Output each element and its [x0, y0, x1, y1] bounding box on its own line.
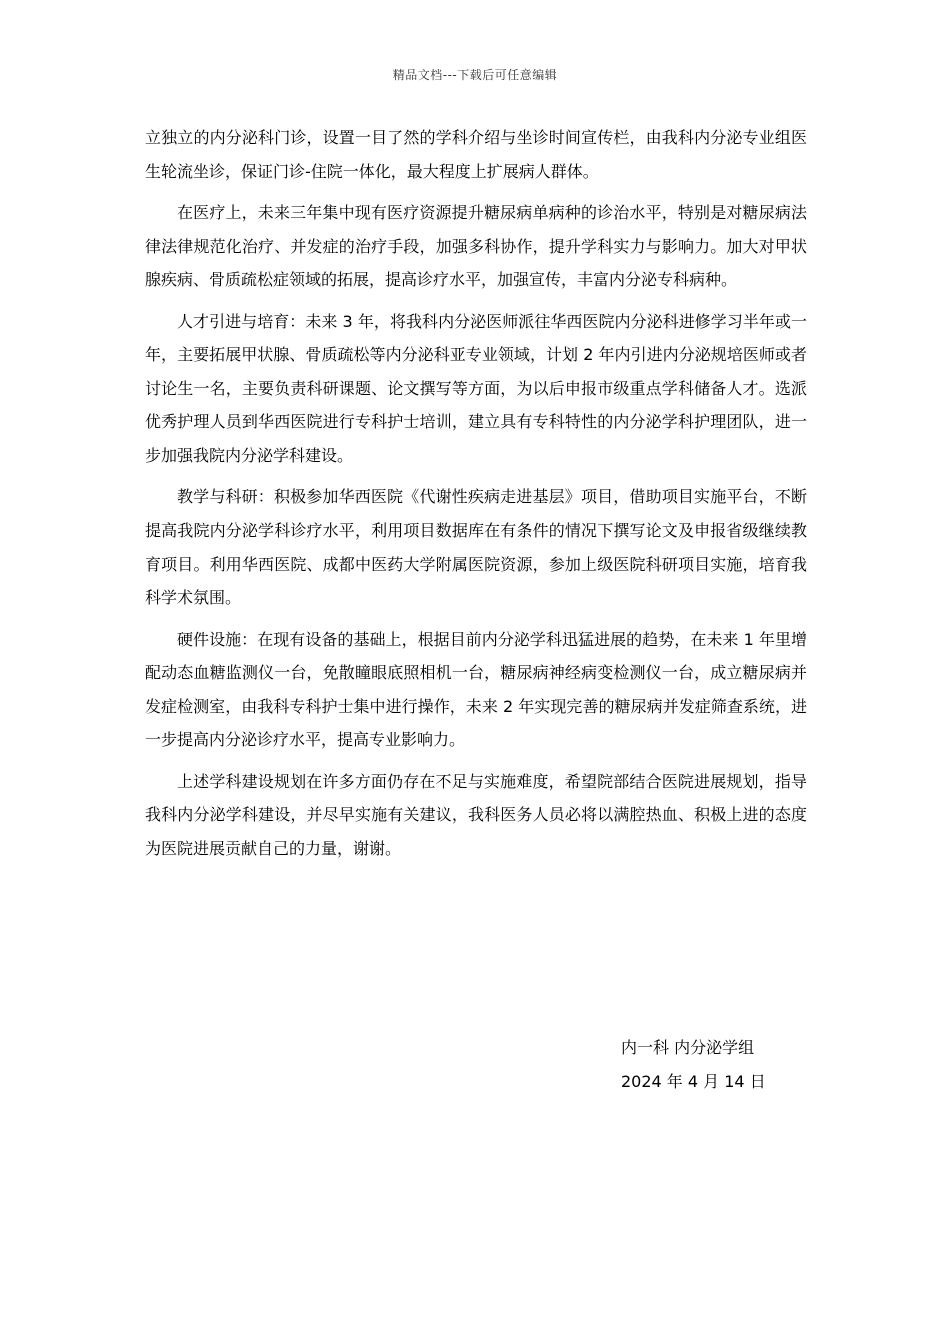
signature-block — [621, 1031, 766, 1098]
paragraph-medical: 在医疗上，未来三年集中现有医疗资源提升糖尿病单病种的诊治水平，特别是对糖尿病法律法律规范化治疗、并发症的治疗手段，加强多科协作，提升学科实力与影响力。加大对甲状腺疾病、骨质疏松症领域的拓展，提高诊疗水平，加强宣传，丰富内分泌专科病种。 — [145, 202, 807, 290]
paragraph-continued: 立独立的内分泌科门诊，设置一目了然的学科介绍与坐诊时间宣传栏，由我科内分泌专业组医生轮流坐诊，保证门诊-住院一体化，最大程度上扩展病人群体。 — [145, 128, 807, 181]
paragraph-teaching-research: 教学与科研：积极参加华西医院《代谢性疾病走进基层》项目，借助项目实施平台，不断提高我院内分泌学科诊疗水平，利用项目数据库在有条件的情况下撰写论文及申报省级继续教育项目。利用华西医院、成都中医药大学附属医院资源，参加上级医院科研项目实施，培育我科学术氛围。 — [145, 487, 807, 608]
page-header: 精品文档---下载后可任意编辑 — [392, 68, 558, 82]
paragraph-conclusion: 上述学科建设规划在许多方面仍存在不足与实施难度，希望院部结合医院进展规划，指导我科内分泌学科建设，并尽早实施有关建议，我科医务人员必将以满腔热血、积极上进的态度为医院进展贡献自己的力量，谢谢。 — [145, 771, 807, 858]
paragraph-hardware: 硬件设施：在现有设备的基础上，根据目前内分泌学科迅猛进展的趋势，在未来 1 年里增配动态血糖监测仪一台，免散瞳眼底照相机一台，糖尿病神经病变检测仪一台，成立糖尿病并发症检测室，由我科专科护士集中进行操作，未来 2 年实现完善的糖尿病并发症筛查系统，进一步提高内分泌诊疗水平，提高专业影响力。 — [145, 629, 807, 750]
paragraph-talent: 人才引进与培育：未来 3 年，将我科内分泌医师派往华西医院内分泌科进修学习半年或一年，主要拓展甲状腺、骨质疏松等内分泌科亚专业领域，计划 2 年内引进内分泌规培医师或者讨论生一名，主要负责科研课题、论文撰写等方面，为以后申报市级重点学科储备人才。选派优秀护理人员到华西医院进行专科护士培训，建立具有专科特性的内分泌学科护理团队，进一步加强我院内分泌学科建设。 — [145, 311, 807, 465]
signature-department: 内一科 内分泌学组 — [621, 1038, 755, 1057]
signature-date: 2024 年 4 月 14 日 — [621, 1071, 766, 1091]
document-body — [145, 121, 807, 873]
